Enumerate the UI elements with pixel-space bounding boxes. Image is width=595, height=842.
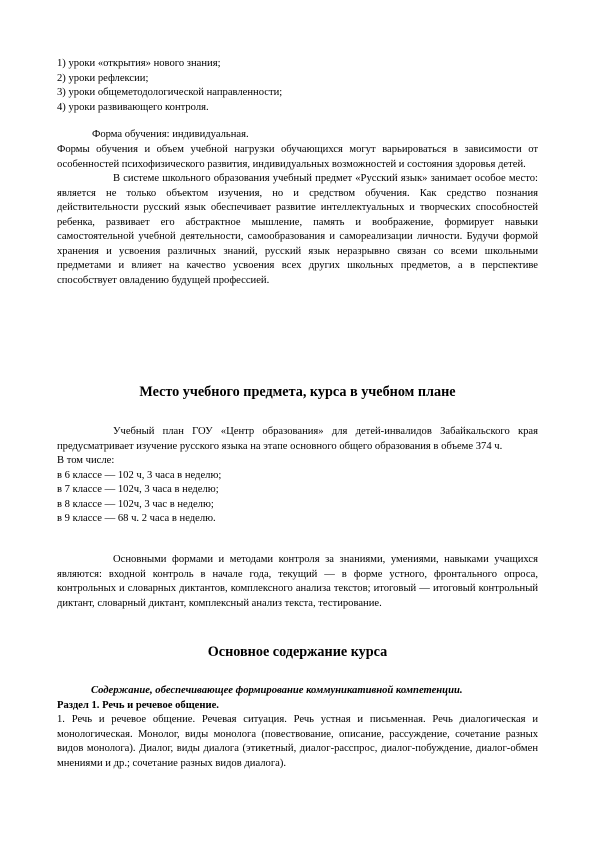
grade-item: в 8 классе — 102ч, 3 час в неделю; xyxy=(57,498,214,510)
grade-item: в 6 классе — 102 ч, 3 часа в неделю; xyxy=(57,469,222,481)
plan-paragraph: Учебный план ГОУ «Центр образования» для детей-инвалидов Забайкальского края предусматривает изучение русского языка на этапе основного общего образования в объеме 374 ч. xyxy=(57,426,538,452)
form-heading: Форма обучения xyxy=(92,129,167,140)
grade-item: в 9 классе — 68 ч. 2 часа в неделю. xyxy=(57,513,216,524)
place-text xyxy=(57,425,538,527)
section-title-content: Основное содержание курса xyxy=(207,644,388,660)
control-paragraph: Основными формами и методами контроля за знаниями, умениями, навыками учащихся являются: входной контроль в начале года, текущий — в форме устного, фронтального опроса, контрольных и словарных диктантов, комплексного анализа текстов; итоговый — итоговый контрольный диктант, словарный диктант, комплексный анализ текста, тестирование. xyxy=(57,554,538,609)
lessons-list xyxy=(57,57,538,115)
content-text xyxy=(57,684,538,771)
section-title-place: Место учебного предмета, курса в учебном плане xyxy=(139,384,456,400)
chapter-heading: Раздел 1. Речь и речевое общение. xyxy=(57,699,219,711)
list-item: 3) уроки общеметодологической направленности; xyxy=(57,87,283,98)
intro-paragraph-1: Формы обучения и объем учебной нагрузки обучающихся могут варьироваться в зависимости от особенностей психофизического развития, индивидуальных возможностей и состояния здоровья детей. xyxy=(57,144,538,170)
content-item-1: 1. Речь и речевое общение. Речевая ситуация. Речь устная и письменная. Речь диалогическая и монологическая. Монолог, виды монолога (повествование, описание, рассуждение, сочетание разных видов монолога). Диалог, виды диалога (этикетный, диалог-расспрос, диалог-побуждение, диалог-обмен мнениями и др.; сочетание разных видов диалога). xyxy=(57,714,538,769)
form-value: : индивидуальная. xyxy=(166,129,249,140)
control-text xyxy=(57,553,538,611)
grade-item: в 7 классе — 102ч, 3 часа в неделю; xyxy=(57,484,219,495)
intro-text xyxy=(57,143,538,288)
section-place xyxy=(57,383,538,401)
list-item: 4) уроки развивающего контроля. xyxy=(57,101,209,113)
form-of-education xyxy=(57,128,538,143)
including-label: В том числе: xyxy=(57,455,115,466)
form-line xyxy=(57,128,538,143)
list-item: 2) уроки рефлексии; xyxy=(57,72,149,84)
list-item: 1) уроки «открытия» нового знания; xyxy=(57,58,221,69)
intro-paragraph-2: В системе школьного образования учебный предмет «Русский язык» занимает особое место: является не только объектом изучения, но и средством обучения. Как средство познания действительности русский язык обеспечивает развитие интеллектуальных и творческих способностей ребенка, развивает его абстрактное мышление, память и воображение, формирует навыки самостоятельной учебной деятельности, самообразования и самореализации личности. Будучи формой хранения и усвоения различных знаний, русский язык неразрывно связан со всеми школьными предметами и влияет на качество усвоения всех других школьных предметов, а в перспективе способствует овладению будущей профессией. xyxy=(57,173,538,286)
section-content xyxy=(57,643,538,661)
content-subtitle: Содержание, обеспечивающее формирование коммуникативной компетенции. xyxy=(91,685,463,696)
